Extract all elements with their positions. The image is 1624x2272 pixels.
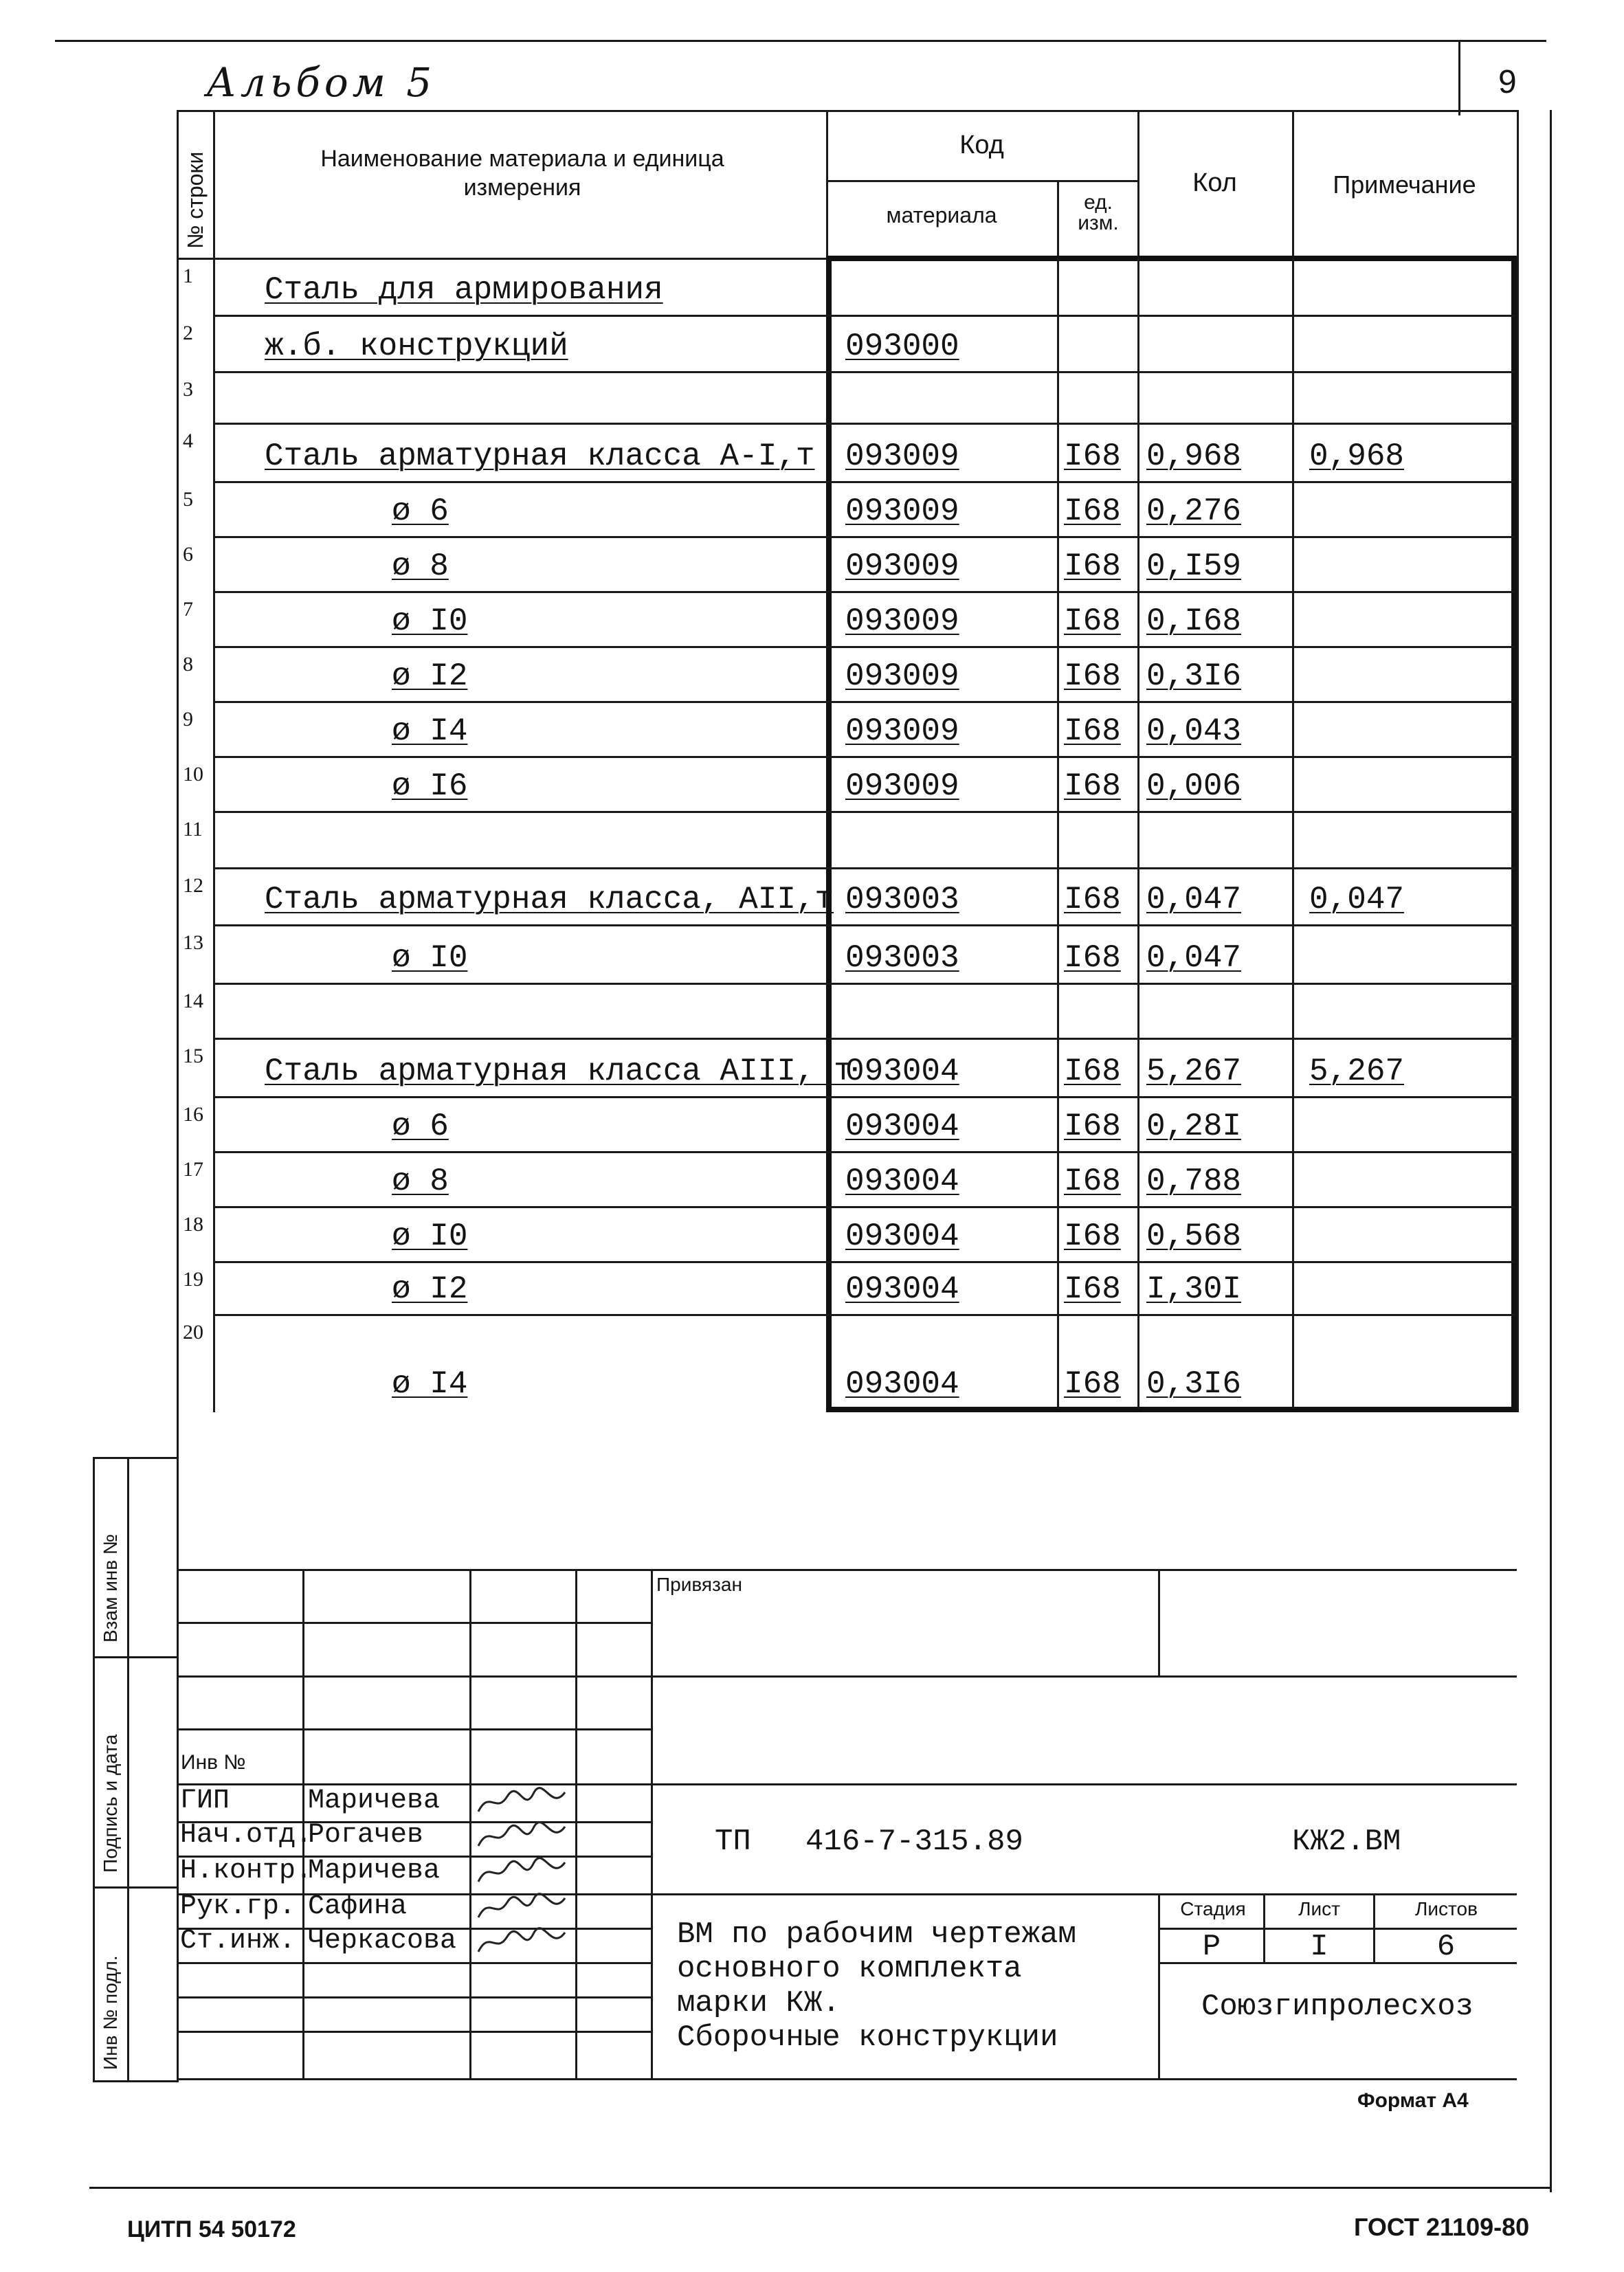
row-separator [213, 423, 1515, 425]
row-code: 093009 [845, 548, 959, 584]
body-sep-unit [1057, 258, 1059, 1409]
row-separator [213, 1261, 1515, 1263]
page-number-divider [1458, 40, 1460, 115]
row-qty: 5,267 [1146, 1054, 1242, 1089]
row-qty: I,30I [1146, 1271, 1242, 1307]
row-separator [213, 646, 1515, 648]
header-sep-unit [1057, 180, 1059, 260]
row-code: 093004 [845, 1163, 959, 1199]
tb-stage-value: Р [1202, 1930, 1221, 1964]
row-qty: 0,047 [1146, 940, 1242, 976]
row-unit: I68 [1064, 1109, 1121, 1144]
tb-doc-code: КЖ2.ВМ [1292, 1825, 1401, 1859]
row-number: 1 [183, 265, 193, 287]
row-number: 4 [183, 430, 193, 452]
sig-grid-row-line [177, 1675, 651, 1678]
row-code: 093004 [845, 1054, 959, 1089]
stamp-inv-podl: Инв № подл. [100, 1955, 121, 2070]
row-unit: I68 [1064, 882, 1121, 917]
row-unit: I68 [1064, 1218, 1121, 1254]
row-unit: I68 [1064, 940, 1121, 976]
row-separator [213, 315, 1515, 317]
row-name: ø I2 [392, 658, 468, 694]
body-thick-top [826, 256, 1517, 261]
row-separator [213, 1206, 1515, 1208]
row-number: 12 [183, 874, 203, 897]
row-number: 18 [183, 1213, 203, 1236]
tb-sheets-value: 6 [1436, 1930, 1456, 1964]
row-code: 093000 [845, 328, 959, 364]
body-sep-note [1292, 258, 1294, 1409]
row-qty: 0,568 [1146, 1218, 1242, 1254]
table-right-border-thin [1517, 110, 1519, 1412]
header-code-split [826, 180, 1137, 182]
stamp-col-mid [127, 1457, 129, 2082]
header-name: Наименование материала и единица измерения [320, 146, 724, 201]
tb-stage-left [1158, 1893, 1160, 2078]
sig-grid-row-line [177, 2031, 651, 2033]
tb-right-h2 [651, 1783, 1517, 1785]
row-unit: I68 [1064, 1366, 1121, 1402]
row-number: 14 [183, 990, 203, 1012]
row-name: ø 6 [392, 493, 449, 529]
row-unit: I68 [1064, 1054, 1121, 1089]
row-qty: 0,047 [1146, 882, 1242, 917]
row-code: 093009 [845, 713, 959, 749]
row-separator [213, 481, 1515, 483]
row-code: 093003 [845, 882, 959, 917]
stamp-bottom [93, 2080, 177, 2082]
stamp-podpis-data: Подпись и дата [100, 1734, 121, 1873]
row-name: ø I0 [392, 940, 468, 976]
tb-description-line: Сборочные конструкции [677, 2020, 1058, 2055]
row-name: Сталь арматурная класса А-I,т [265, 438, 815, 474]
tb-sheets-label: Листов [1415, 1898, 1478, 1919]
body-sep-qty [1137, 258, 1139, 1409]
tb-doc-number: ТП 416-7-315.89 [715, 1825, 1023, 1859]
signer-role: Н.контр. [180, 1856, 313, 1886]
row-name: ø I2 [392, 1271, 468, 1307]
row-name: Сталь для армирования [265, 272, 663, 308]
row-unit: I68 [1064, 603, 1121, 639]
frame-right [1550, 110, 1552, 2192]
row-number: 16 [183, 1103, 203, 1126]
row-code: 093003 [845, 940, 959, 976]
row-number: 15 [183, 1045, 203, 1067]
row-code: 093009 [845, 768, 959, 804]
signer-role: Нач.отд. [180, 1820, 313, 1851]
row-number: 11 [183, 818, 203, 840]
signer-name: Маричева [308, 1785, 441, 1816]
stamp-sep1 [93, 1656, 177, 1658]
row-qty: 0,043 [1146, 713, 1242, 749]
tb-right-split-top [1158, 1569, 1160, 1675]
row-name: ж.б. конструкций [265, 328, 568, 364]
row-code: 093009 [845, 603, 959, 639]
row-code: 093004 [845, 1271, 959, 1307]
signature-scribble [476, 1893, 568, 1929]
row-number: 13 [183, 931, 203, 954]
signer-role: Ст.инж. [180, 1926, 296, 1957]
row-unit: I68 [1064, 768, 1121, 804]
row-separator [213, 536, 1515, 538]
row-code: 093004 [845, 1218, 959, 1254]
tb-description-line: основного комплекта [677, 1952, 1022, 1986]
tb-description-line: марки КЖ. [677, 1986, 841, 2020]
row-number: 10 [183, 763, 203, 786]
row-qty: 0,3I6 [1146, 658, 1242, 694]
tb-bottom [177, 2078, 1517, 2080]
row-separator [213, 983, 1515, 985]
row-separator [213, 1096, 1515, 1098]
top-rule [55, 40, 1546, 42]
sig-grid-v2 [469, 1569, 471, 2078]
stamp-vzam-inv: Взам инв № [100, 1534, 121, 1642]
header-code-material: материала [886, 203, 997, 227]
header-qty: Кол [1192, 168, 1237, 197]
row-name: ø I0 [392, 1218, 468, 1254]
row-name: ø 8 [392, 548, 449, 584]
row-code: 093009 [845, 493, 959, 529]
header-note: Примечание [1333, 170, 1476, 199]
tb-sheet-value: I [1310, 1930, 1328, 1964]
row-number: 2 [183, 322, 193, 344]
row-qty: 0,I68 [1146, 603, 1242, 639]
tb-organization: Союзгипролесхоз [1201, 1990, 1474, 2024]
row-separator [213, 701, 1515, 703]
row-separator [213, 1314, 1515, 1316]
row-name: Сталь арматурная класса АIII, т [265, 1054, 853, 1089]
sig-grid-v3 [575, 1569, 577, 2078]
tb-privyazan: Привязан [656, 1574, 742, 1595]
row-number: 7 [183, 598, 193, 621]
row-qty: 0,006 [1146, 768, 1242, 804]
row-code: 093004 [845, 1109, 959, 1144]
row-qty: 0,276 [1146, 493, 1242, 529]
row-qty: 0,28I [1146, 1109, 1242, 1144]
row-separator [213, 867, 1515, 869]
stamp-top [93, 1457, 177, 1459]
sig-grid-row-line [177, 1622, 651, 1624]
signature-scribble [476, 1927, 568, 1963]
rownum-col-border [213, 110, 215, 1412]
tb-inv-no: Инв № [181, 1751, 246, 1774]
tb-right-h1 [651, 1675, 1517, 1678]
row-name: ø 6 [392, 1109, 449, 1144]
tb-top [177, 1569, 1517, 1571]
tb-description-line: ВМ по рабочим чертежам [677, 1917, 1076, 1952]
row-number: 17 [183, 1158, 203, 1181]
signature-scribble [476, 1787, 568, 1823]
row-name: Сталь арматурная класса, АII,т [265, 882, 834, 917]
table-top-border [177, 110, 1517, 112]
row-name: ø I4 [392, 713, 468, 749]
row-unit: I68 [1064, 548, 1121, 584]
sig-grid-row-line [177, 1728, 651, 1730]
row-unit: I68 [1064, 493, 1121, 529]
bottom-rule [89, 2187, 1550, 2189]
row-code: 093009 [845, 658, 959, 694]
row-unit: I68 [1064, 713, 1121, 749]
header-code-unit: ед. изм. [1078, 191, 1119, 234]
sig-grid-row-line [177, 1962, 651, 1964]
row-number: 19 [183, 1268, 203, 1291]
row-separator [213, 924, 1515, 926]
signer-name: Рогачев [308, 1820, 424, 1851]
tb-main-split [651, 1569, 653, 2078]
row-number: 8 [183, 653, 193, 676]
row-qty: 0,I59 [1146, 548, 1242, 584]
header-row-num: № строки [183, 151, 208, 249]
row-number: 3 [183, 378, 193, 401]
row-separator [213, 591, 1515, 593]
row-code: 093009 [845, 438, 959, 474]
album-label: Альбом 5 [206, 59, 436, 106]
signer-name: Черкасова [308, 1926, 457, 1957]
row-number: 6 [183, 543, 193, 566]
row-name: ø 8 [392, 1163, 449, 1199]
row-note: 0,047 [1309, 882, 1405, 917]
row-number: 5 [183, 488, 193, 511]
row-separator [213, 756, 1515, 758]
row-name: ø I6 [392, 768, 468, 804]
row-name: ø I0 [392, 603, 468, 639]
row-note: 5,267 [1309, 1054, 1405, 1089]
row-qty: 0,3I6 [1146, 1366, 1242, 1402]
signer-role: ГИП [180, 1785, 230, 1816]
body-thick-left [826, 256, 832, 1412]
page-number: 9 [1498, 64, 1517, 100]
row-name: ø I4 [392, 1366, 468, 1402]
footer-left: ЦИТП 54 50172 [127, 2216, 296, 2242]
row-unit: I68 [1064, 438, 1121, 474]
row-separator [213, 1038, 1515, 1040]
row-unit: I68 [1064, 1271, 1121, 1307]
format-label: Формат А4 [1357, 2089, 1469, 2112]
row-note: 0,968 [1309, 438, 1405, 474]
tb-stage-label: Стадия [1180, 1898, 1246, 1919]
sig-grid-row-line [177, 1996, 651, 1998]
tb-right-h3 [651, 1893, 1517, 1895]
signer-name: Маричева [308, 1856, 441, 1886]
row-qty: 0,968 [1146, 438, 1242, 474]
footer-right: ГОСТ 21109-80 [1354, 2213, 1530, 2241]
body-thick-right [1511, 256, 1517, 1412]
row-separator [213, 811, 1515, 813]
signature-scribble [476, 1821, 568, 1858]
row-number: 9 [183, 708, 193, 731]
row-unit: I68 [1064, 658, 1121, 694]
row-separator [213, 371, 1515, 373]
row-code: 093004 [845, 1366, 959, 1402]
body-thick-bottom [826, 1407, 1517, 1412]
stamp-col-left [93, 1457, 95, 2082]
signer-name: Сафина [308, 1891, 408, 1922]
signer-role: Рук.гр. [180, 1891, 296, 1922]
table-left-border [177, 110, 179, 2082]
row-qty: 0,788 [1146, 1163, 1242, 1199]
signature-scribble [476, 1857, 568, 1893]
row-separator [213, 1151, 1515, 1153]
row-number: 20 [183, 1321, 203, 1344]
tb-sheet-label: Лист [1298, 1898, 1340, 1919]
stamp-sep2 [93, 1886, 177, 1889]
header-code: Код [959, 131, 1004, 159]
row-unit: I68 [1064, 1163, 1121, 1199]
